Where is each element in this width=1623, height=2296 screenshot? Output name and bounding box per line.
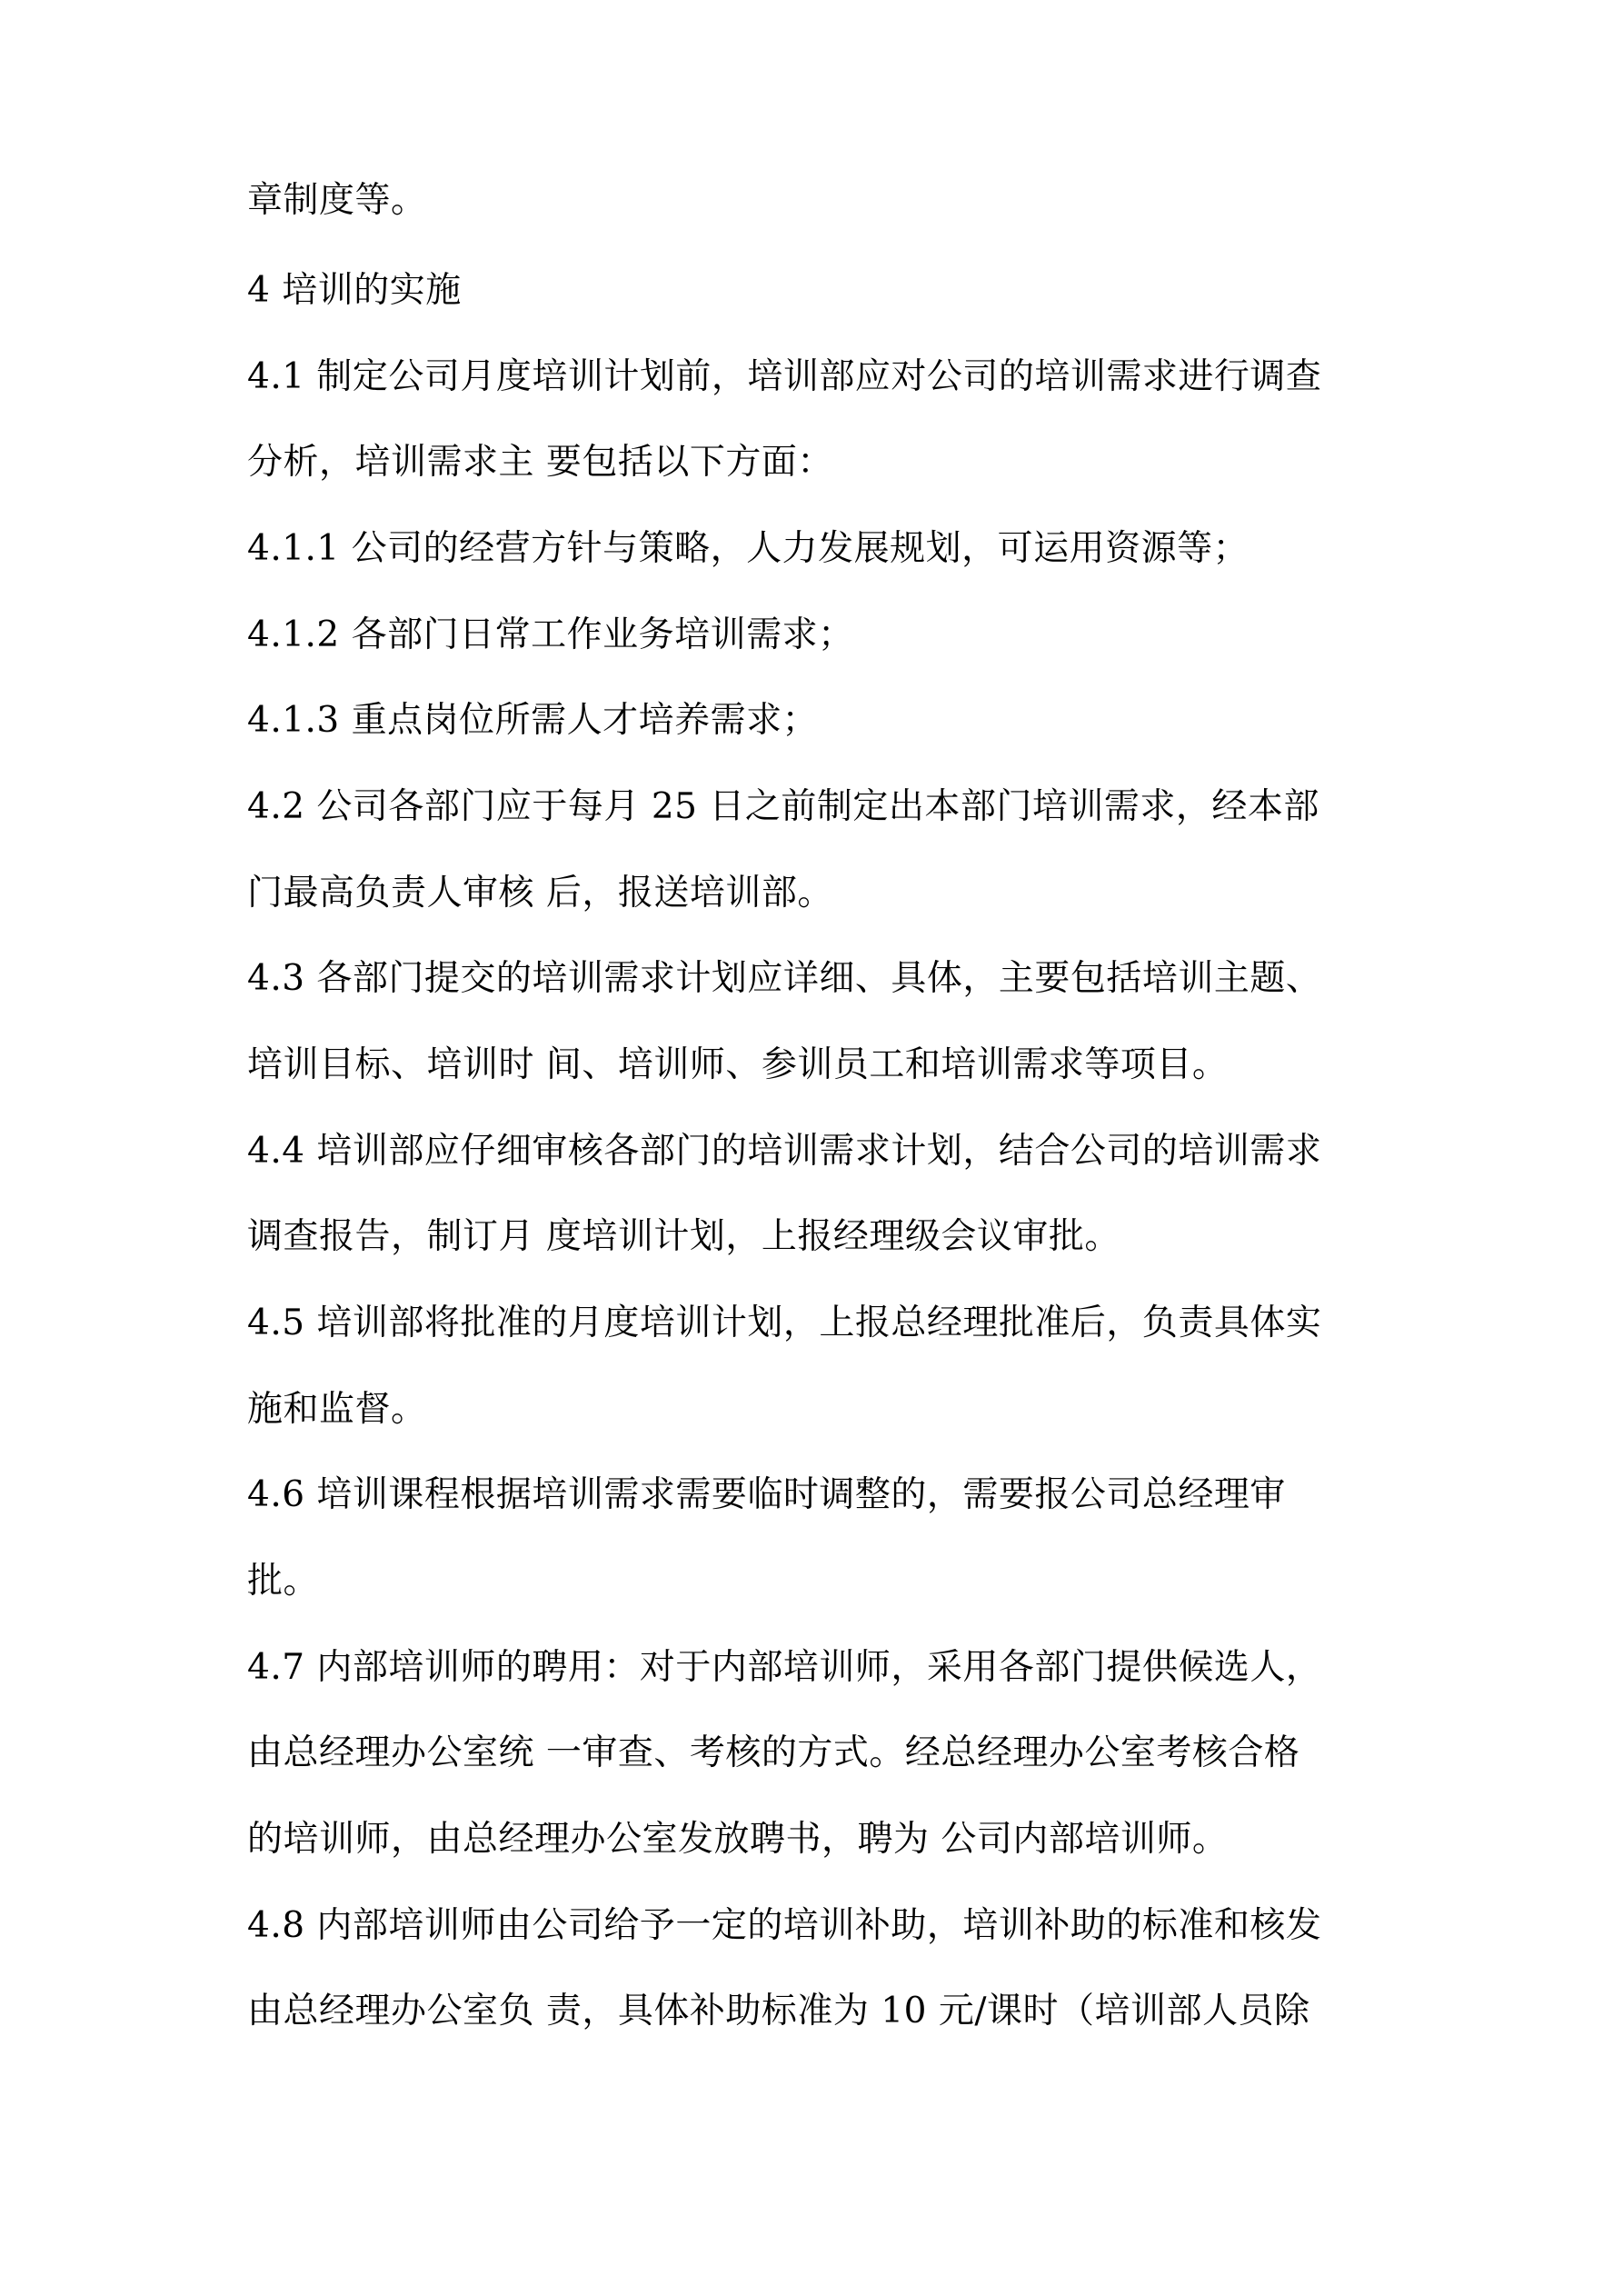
text-line: 由总经理办公室统 一审查、考核的方式。经总经理办公室考核合格 <box>247 1732 1300 1773</box>
text-line: 4.1.1 公司的经营方针与策略，人力发展规划，可运用资源等； <box>247 528 1250 569</box>
text-line: 4.4 培训部应仔细审核各部门的培训需求计划，结合公司的培训需求 <box>247 1131 1322 1172</box>
section-heading: 4 培训的实施 <box>247 270 462 311</box>
text-line: 4.7 内部培训师的聘用：对于内部培训师，采用各部门提供候选人， <box>247 1647 1322 1688</box>
text-line: 4.1.2 各部门日常工作业务培训需求； <box>247 614 854 655</box>
text-line: 批。 <box>247 1561 320 1602</box>
text-line: 门最高负责人审核 后，报送培训部。 <box>247 873 833 913</box>
text-line: 4.8 内部培训师由公司给予一定的培训补助，培训补助的标准和核发 <box>247 1905 1322 1946</box>
text-line: 4.1 制定公司月度培训计划前，培训部应对公司的培训需求进行调查 <box>247 356 1322 397</box>
text-line: 施和监督。 <box>247 1389 427 1430</box>
text-line: 4.6 培训课程根据培训需求需要临时调整的，需要报公司总经理审 <box>247 1474 1286 1515</box>
text-line: 培训目标、培训时 间、培训师、参训员工和培训需求等项目。 <box>247 1044 1229 1085</box>
text-line: 4.5 培训部将批准的月度培训计划，上报总经理批准后，负责具体实 <box>247 1303 1322 1343</box>
text-line: 调查报告，制订月 度培训计划，上报经理级会议审批。 <box>247 1216 1120 1257</box>
text-line: 4.2 公司各部门应于每月 25 日之前制定出本部门培训需求，经本部 <box>247 786 1319 827</box>
text-line: 4.3 各部门提交的培训需求计划应详细、具体，主要包括培训主题、 <box>247 958 1322 999</box>
text-line: 的培训师，由总经理办公室发放聘书，聘为 公司内部培训师。 <box>247 1819 1229 1860</box>
text-line: 由总经理办公室负 责，具体补助标准为 10 元/课时（培训部人员除 <box>247 1991 1310 2031</box>
text-line: 分析，培训需求主 要包括以下方面： <box>247 442 833 483</box>
text-line: 章制度等。 <box>247 180 427 221</box>
text-line: 4.1.3 重点岗位所需人才培养需求； <box>247 700 819 741</box>
